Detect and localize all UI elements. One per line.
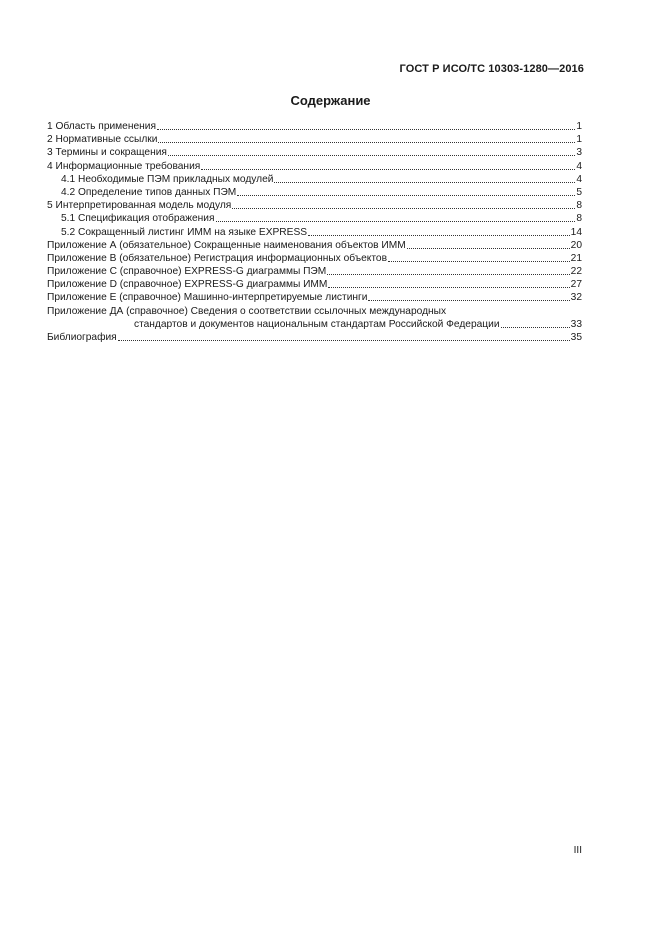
toc-entry-page: 8 [576, 213, 582, 225]
toc-entry[interactable] [47, 252, 582, 265]
toc-entry[interactable] [47, 331, 582, 344]
toc-leader-dots [328, 278, 569, 288]
toc-leader-dots [388, 252, 570, 262]
toc-leader-dots [158, 133, 575, 143]
toc-entry-page: 21 [570, 252, 582, 264]
toc-entry[interactable] [47, 120, 582, 133]
toc-subentry[interactable] [47, 173, 582, 186]
page-number: III [573, 845, 582, 856]
toc-entry-label: 5.2 Сокращенный листинг ИММ на языке EXPRESS [61, 226, 308, 238]
toc-entry-continuation[interactable] [47, 318, 582, 331]
toc-entry-page: 5 [576, 186, 582, 198]
toc-entry-page: 4 [576, 173, 582, 185]
page-title: Содержание [290, 93, 371, 108]
toc-subentry[interactable] [47, 226, 582, 239]
toc-leader-dots [368, 291, 569, 301]
toc-leader-dots [232, 199, 575, 209]
toc-entry-label: 2 Нормативные ссылки [47, 134, 158, 146]
toc-entry-page: 1 [576, 121, 582, 132]
toc-entry-label-continuation: стандартов и документов национальным стандартам Российской Федерации [134, 318, 500, 330]
toc-subentry[interactable] [47, 212, 582, 225]
toc-entry-label: Приложение А (обязательное) Сокращенные наименования объектов ИММ [47, 239, 406, 251]
toc-entry-label: Приложение С (справочное) EXPRESS-G диаграммы ПЭМ [47, 266, 327, 278]
toc-entry-page: 20 [570, 239, 582, 251]
toc-entry-label: 4.1 Необходимые ПЭМ прикладных модулей [61, 173, 274, 185]
toc-entry-page: 3 [576, 147, 582, 159]
toc-entry-label: Приложение Е (справочное) Машинно-интерпретируемые листинги [47, 292, 368, 304]
toc-leader-dots [407, 239, 570, 249]
toc-entry-label: Приложение D (справочное) EXPRESS-G диаграммы ИММ [47, 279, 328, 291]
toc-entry[interactable] [47, 199, 582, 212]
toc-leader-dots [157, 120, 575, 130]
toc-entry-label: 5.1 Спецификация отображения [61, 213, 215, 225]
toc-entry-label: 3 Термины и сокращения [47, 147, 167, 159]
toc-entry-page: 22 [570, 266, 582, 278]
toc-leader-dots [327, 265, 569, 275]
toc-entry[interactable] [47, 265, 582, 278]
toc-entry-label: Приложение В (обязательное) Регистрация информационных объектов [47, 252, 387, 264]
toc-leader-dots [168, 146, 575, 156]
toc-entry-label: Библиография [47, 332, 117, 343]
toc-entry-label[interactable]: Приложение ДА (справочное) Сведения о соответствии ссылочных международных [47, 305, 447, 317]
toc-entry[interactable] [47, 160, 582, 173]
toc-subentry[interactable] [47, 186, 582, 199]
toc-entry-page: 1 [576, 134, 582, 146]
toc-leader-dots [237, 186, 575, 196]
toc-entry-page: 27 [570, 279, 582, 291]
toc-entry-page: 8 [576, 200, 582, 212]
toc-leader-dots [201, 160, 575, 170]
toc-leader-dots [308, 226, 570, 236]
toc-entry[interactable] [47, 291, 582, 304]
toc-entry-page: 33 [570, 318, 582, 330]
toc-entry[interactable] [47, 146, 582, 159]
toc-entry-label: 4 Информационные требования [47, 160, 201, 172]
toc-entry[interactable] [47, 278, 582, 291]
table-of-contents [47, 120, 582, 344]
toc-entry-label: 5 Интерпретированная модель модуля [47, 200, 232, 212]
toc-entry[interactable] [47, 239, 582, 252]
toc-leader-dots [118, 331, 570, 341]
toc-entry-label: 4.2 Определение типов данных ПЭМ [61, 186, 237, 198]
document-header: ГОСТ Р ИСО/ТС 10303-1280—2016 [399, 63, 584, 75]
toc-entry-page: 32 [570, 292, 582, 304]
toc-leader-dots [216, 212, 576, 222]
toc-entry-page: 4 [576, 160, 582, 172]
toc-leader-dots [501, 318, 570, 328]
toc-entry-page: 35 [570, 332, 582, 343]
toc-entry-label: 1 Область применения [47, 121, 156, 132]
toc-entry-page: 14 [570, 226, 582, 238]
toc-entry[interactable] [47, 133, 582, 146]
toc-leader-dots [274, 173, 575, 183]
